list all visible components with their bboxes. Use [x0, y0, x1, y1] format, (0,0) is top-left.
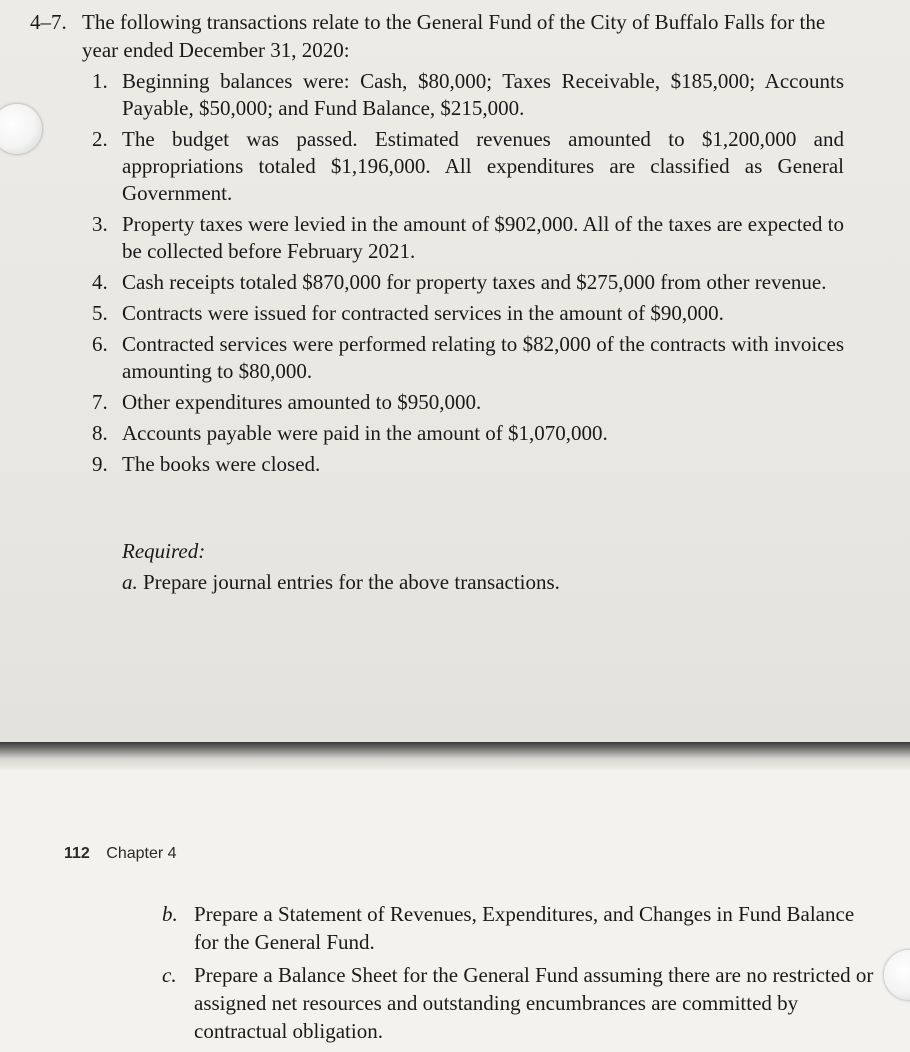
requirement-text: Prepare journal entries for the above transactions.: [143, 570, 560, 594]
list-item: [92, 300, 844, 327]
item-number: 2.: [92, 127, 108, 151]
item-text: Property taxes were levied in the amount of $902,000. All of the taxes are expected to be collected before February 2021.: [122, 212, 844, 263]
requirement-letter: b.: [162, 902, 178, 926]
requirement-letter: c.: [162, 963, 177, 987]
requirement-c: [162, 961, 882, 1045]
item-number: 4.: [92, 270, 108, 294]
requirement-letter: a.: [122, 570, 138, 594]
list-item: [92, 269, 844, 296]
chapter-label: Chapter 4: [106, 845, 177, 862]
list-item: [92, 126, 844, 207]
problem-number: 4–7.: [30, 10, 67, 34]
item-text: Cash receipts totaled $870,000 for property taxes and $275,000 from other revenue.: [122, 270, 827, 294]
problem-intro: The following transactions relate to the General Fund of the City of Buffalo Falls for the year ended December 31, 2020:: [82, 10, 826, 62]
requirement-text: Prepare a Balance Sheet for the General Fund assuming there are no restricted or assigned net resources and outstanding encumbrances are committed by contractual obligation.: [194, 963, 874, 1043]
requirement-text: Prepare a Statement of Revenues, Expenditures, and Changes in Fund Balance for the General Fund.: [194, 902, 855, 954]
list-item: [92, 211, 844, 265]
item-number: 7.: [92, 390, 108, 414]
page-divider: [0, 742, 910, 770]
list-item: [92, 331, 844, 385]
required-label: Required:: [122, 539, 206, 563]
list-item: [92, 451, 844, 478]
item-number: 1.: [92, 69, 108, 93]
page-footer: [64, 845, 177, 863]
list-item: [92, 389, 844, 416]
problem-heading: [30, 8, 850, 64]
requirement-a: [122, 570, 560, 595]
item-text: Accounts payable were paid in the amount of $1,070,000.: [122, 421, 608, 445]
list-item: [92, 420, 844, 447]
item-text: Beginning balances were: Cash, $80,000; Taxes Receivable, $185,000; Accounts Payable, $50,000; and Fund Balance, $215,000.: [122, 69, 844, 120]
item-number: 8.: [92, 421, 108, 445]
list-item: [92, 68, 844, 122]
item-text: Contracts were issued for contracted services in the amount of $90,000.: [122, 301, 724, 325]
item-number: 9.: [92, 452, 108, 476]
item-text: The budget was passed. Estimated revenues amounted to $1,200,000 and appropriations totaled $1,196,000. All expenditures are classified as General Government.: [122, 127, 844, 205]
item-text: Contracted services were performed relating to $82,000 of the contracts with invoices amounting to $80,000.: [122, 332, 844, 383]
item-number: 6.: [92, 332, 108, 356]
page-number: 112: [64, 845, 90, 862]
item-number: 5.: [92, 301, 108, 325]
item-text: The books were closed.: [122, 452, 321, 476]
item-number: 3.: [92, 212, 108, 236]
transaction-list: [92, 68, 844, 482]
requirement-b: [162, 900, 882, 956]
item-text: Other expenditures amounted to $950,000.: [122, 390, 482, 414]
